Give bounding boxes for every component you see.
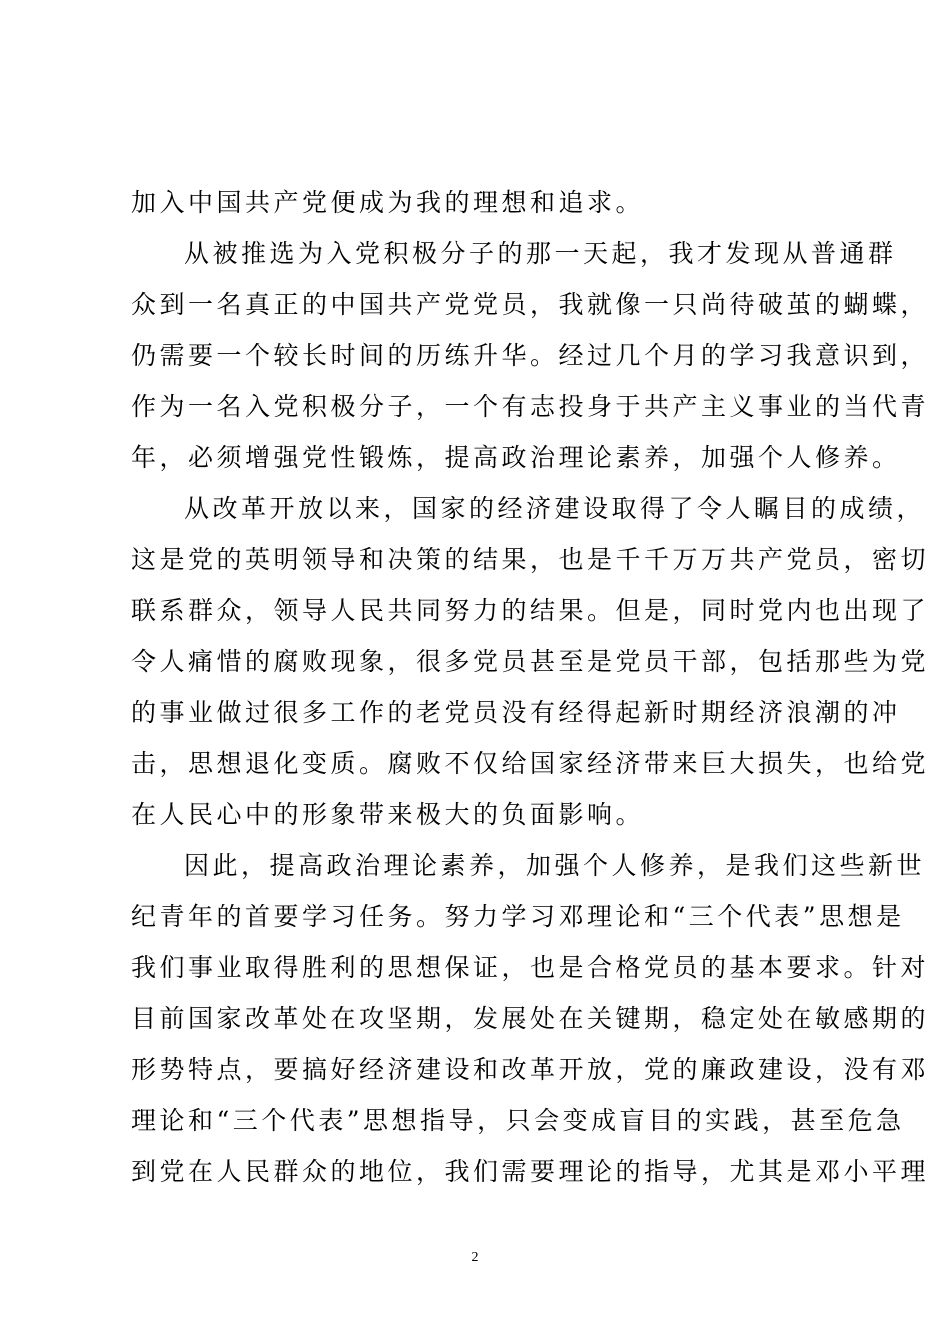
text-line: 这是党的英明领导和决策的结果，也是千千万万共产党员，密切 [131,545,930,574]
text-line: 纪青年的首要学习任务。努力学习邓理论和“三个代表”思想是 [131,902,905,931]
text-line: 众到一名真正的中国共产党党员，我就像一只尚待破茧的蝴蝶， [131,290,930,319]
text-line: 年，必须增强党性锻炼，提高政治理论素养，加强个人修养。 [131,443,901,472]
text-line: 击，思想退化变质。腐败不仅给国家经济带来巨大损失，也给党 [131,749,930,778]
text-line: 形势特点，要搞好经济建设和改革开放，党的廉政建设，没有邓 [131,1055,930,1084]
text-line: 到党在人民群众的地位，我们需要理论的指导，尤其是邓小平理 [131,1157,930,1186]
paragraph-start-line: 从被推选为入党积极分子的那一天起，我才发现从普通群 [184,239,897,268]
paragraph-start-line: 因此，提高政治理论素养，加强个人修养，是我们这些新世 [184,851,926,880]
text-line: 令人痛惜的腐败现象，很多党员甚至是党员干部，包括那些为党 [131,647,930,676]
text-line: 在人民心中的形象带来极大的负面影响。 [131,800,645,829]
text-line: 作为一名入党积极分子，一个有志投身于共产主义事业的当代青 [131,392,930,421]
text-line: 联系群众，领导人民共同努力的结果。但是，同时党内也出现了 [131,596,930,625]
text-line: 目前国家改革处在攻坚期，发展处在关键期，稳定处在敏感期的 [131,1004,930,1033]
text-line: 仍需要一个较长时间的历练升华。经过几个月的学习我意识到， [131,341,930,370]
text-line: 我们事业取得胜利的思想保证，也是合格党员的基本要求。针对 [131,953,930,982]
page-number: 2 [471,1250,479,1265]
text-line: 理论和“三个代表”思想指导，只会变成盲目的实践，甚至危急 [131,1106,905,1135]
text-line: 的事业做过很多工作的老党员没有经得起新时期经济浪潮的冲 [131,698,901,727]
paragraph-start-line: 从改革开放以来，国家的经济建设取得了令人瞩目的成绩， [184,494,926,523]
text-line: 加入中国共产党便成为我的理想和追求。 [131,188,645,217]
